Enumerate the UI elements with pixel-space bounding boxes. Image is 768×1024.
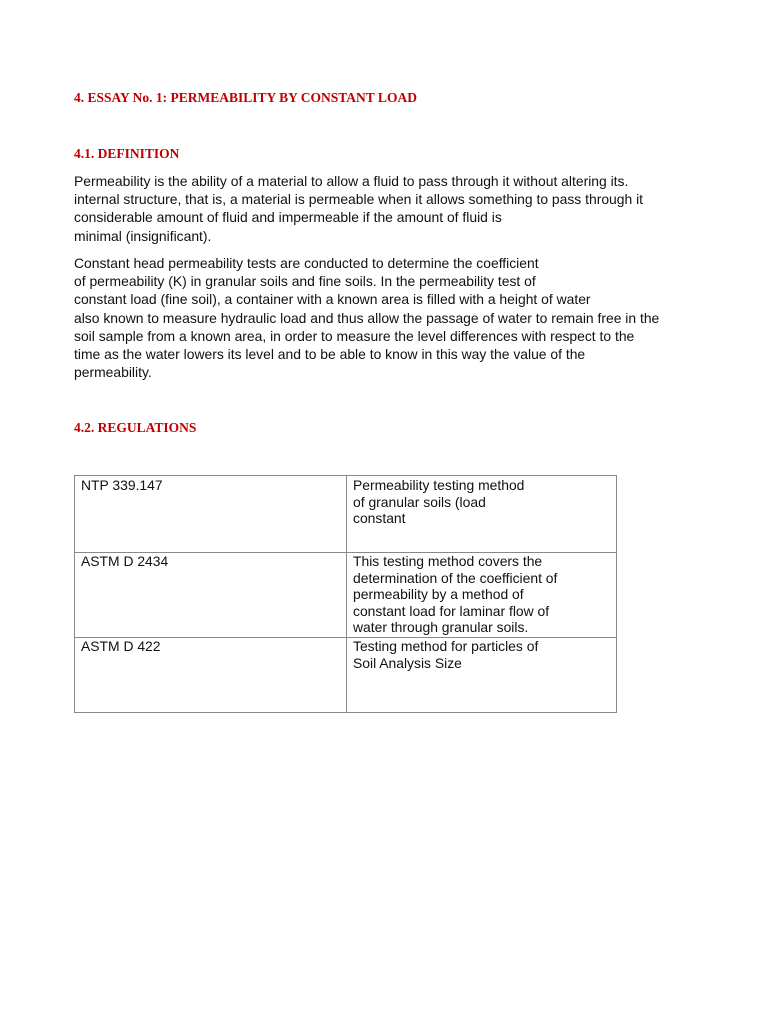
standard-code: NTP 339.147 (75, 476, 347, 553)
table-row (75, 638, 617, 713)
paragraph-line: Constant head permeability tests are conducted to determine the coefficient (74, 255, 539, 271)
standard-code: ASTM D 422 (75, 638, 347, 713)
table-row (75, 476, 617, 553)
table-row (75, 553, 617, 638)
paragraph-line: permeability. (74, 364, 152, 381)
paragraph-line: soil sample from a known area, in order to measure the level differences with respect to the (74, 327, 635, 344)
description-line: determination of the coefficient of (353, 569, 558, 586)
regulations-table (74, 475, 617, 713)
description-line: constant load for laminar flow of (353, 602, 550, 619)
paragraph-line: also known to measure hydraulic load and thus allow the passage of water to remain free in the (74, 309, 660, 326)
paragraph-line: Permeability is the ability of a material to allow a fluid to pass through it without altering its. (74, 173, 629, 189)
description-line: Soil Analysis Size (353, 654, 462, 671)
paragraph-line: minimal (insignificant). (74, 227, 212, 244)
paragraph-line: internal structure, that is, a material is permeable when it allows something to pass through it (74, 191, 644, 208)
paragraph-line: time as the water lowers its level and to be able to know in this way the value of the (74, 346, 586, 363)
definition-paragraph-2 (74, 254, 659, 381)
description-line: of granular soils (load (353, 493, 486, 510)
description-line: constant (353, 510, 406, 527)
paragraph-line: of permeability (K) in granular soils and fine soils. In the permeability test of (74, 273, 536, 290)
paragraph-line: considerable amount of fluid and impermeable if the amount of fluid is (74, 209, 502, 226)
description-line: Testing method for particles of (353, 638, 539, 654)
regulations-heading: 4.2. REGULATIONS (74, 420, 197, 435)
definition-paragraph-1 (74, 172, 643, 245)
description-line: This testing method covers the (353, 553, 543, 569)
standard-code: ASTM D 2434 (75, 553, 347, 638)
description-line: permeability by a method of (353, 586, 524, 603)
essay-title: 4. ESSAY No. 1: PERMEABILITY BY CONSTANT LOAD (74, 90, 417, 105)
description-line: Permeability testing method (353, 477, 525, 493)
standard-description (347, 553, 617, 638)
standard-description (347, 476, 617, 553)
description-line: water through granular soils. (353, 619, 529, 636)
definition-heading: 4.1. DEFINITION (74, 146, 180, 161)
paragraph-line: constant load (fine soil), a container with a known area is filled with a height of water (74, 291, 591, 308)
standard-description (347, 638, 617, 713)
